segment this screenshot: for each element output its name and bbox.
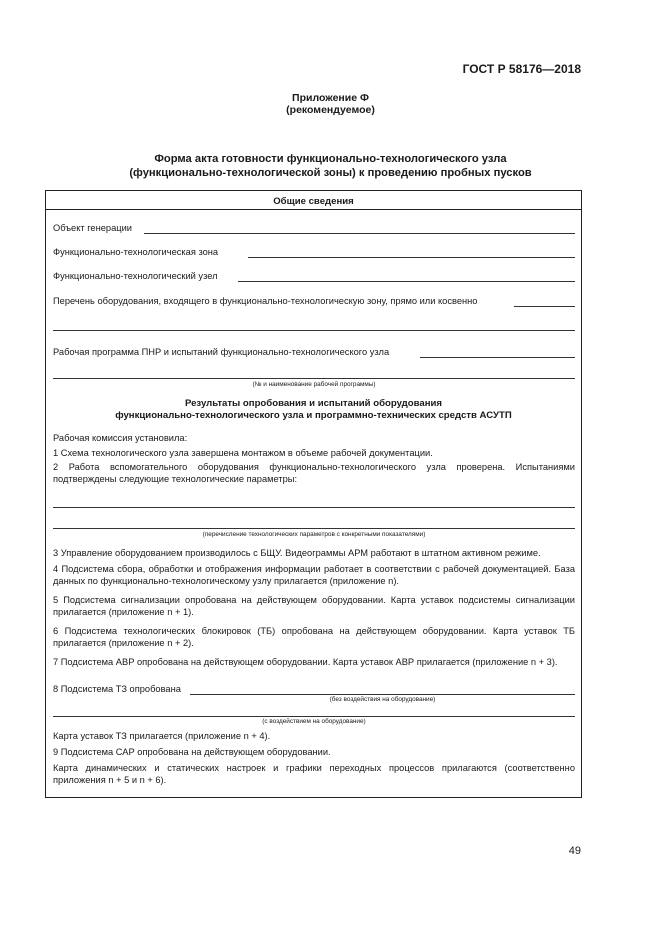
node-label: Функционально-технологический узел	[53, 271, 218, 281]
appendix-title: Приложение Ф	[292, 92, 369, 104]
form-title-line2: (функционально-технологической зоны) к проведению пробных пусков	[129, 167, 532, 179]
program-field[interactable]	[420, 357, 575, 358]
item-8-field[interactable]	[190, 694, 575, 695]
item-6: 6 Подсистема технологических блокировок (ТБ) опробована на действующем оборудовании. Карта уставок ТБ прилагается (приложение n + 2).	[53, 626, 575, 649]
program-label: Рабочая программа ПНР и испытаний функционально-технологического узла	[53, 347, 390, 357]
item-7: 7 Подсистема АВР опробована на действующем оборудовании. Карта уставок АВР прилагается (приложение n + 3).	[53, 657, 558, 667]
equipment-field[interactable]	[514, 306, 575, 307]
form-title-line1: Форма акта готовности функционально-технологического узла	[154, 153, 507, 165]
item-2-field[interactable]	[53, 507, 575, 508]
item-2: 2 Работа вспомогательного оборудования функционально-технологического узла проверена. Испытаниями подтверждены следующие технологические параметры:	[53, 462, 575, 485]
node-field[interactable]	[238, 281, 575, 282]
page-number: 49	[568, 845, 581, 857]
zone-field[interactable]	[248, 257, 575, 258]
object-field[interactable]	[144, 233, 575, 234]
equipment-label: Перечень оборудования, входящего в функционально-технологическую зону, прямо или косвенно	[53, 296, 478, 306]
item-5: 5 Подсистема сигнализации опробована на действующем оборудовании. Карта уставок подсистемы сигнализации прилагается (приложение n + 1).	[53, 595, 575, 618]
item-8: 8 Подсистема ТЗ опробована	[53, 684, 181, 694]
object-label: Объект генерации	[53, 223, 132, 233]
heading-divider	[45, 209, 582, 210]
item-4: 4 Подсистема сбора, обработки и отображения информации работает в соответствии с рабочей документацией. База данных по функционально-технологическому узлу прилагается (приложение n).	[53, 564, 575, 587]
tz-card-text: Карта уставок ТЗ прилагается (приложение n + 4).	[53, 731, 271, 741]
item-8-caption2: (с воздействием на оборудование)	[262, 718, 366, 725]
commission-text: Рабочая комиссия установила:	[53, 433, 188, 443]
program-caption: (№ и наименование рабочей программы)	[252, 381, 376, 388]
item-1: 1 Схема технологического узла завершена монтажом в объеме рабочей документации.	[53, 448, 433, 458]
results-heading-line2: функционально-технологического узла и программно-технических средств АСУТП	[115, 410, 512, 421]
appendix-subtitle: (рекомендуемое)	[286, 104, 375, 116]
item-8-field-line2[interactable]	[53, 716, 575, 717]
item-8-caption1: (без воздействия на оборудование)	[329, 696, 436, 703]
item-9: 9 Подсистема САР опробована на действующем оборудовании.	[53, 747, 331, 757]
standard-number: ГОСТ Р 58176—2018	[462, 62, 581, 76]
item-2-field-line2[interactable]	[53, 528, 575, 529]
dynamics-text: Карта динамических и статических настроек и графики переходных процессов прилагаются (соответственно приложения n + 5 и n + 6).	[53, 763, 575, 786]
results-heading-line1: Результаты опробования и испытаний оборудования	[184, 398, 443, 409]
zone-label: Функционально-технологическая зона	[53, 247, 219, 257]
program-field-line2[interactable]	[53, 378, 575, 379]
item-2-caption: (перечисление технологических параметров с конкретными показателями)	[202, 531, 426, 538]
item-3: 3 Управление оборудованием производилось с БЩУ. Видеограммы АРМ работают в штатном активном режиме.	[53, 548, 541, 558]
equipment-field-line2[interactable]	[53, 330, 575, 331]
general-heading: Общие сведения	[273, 196, 354, 207]
